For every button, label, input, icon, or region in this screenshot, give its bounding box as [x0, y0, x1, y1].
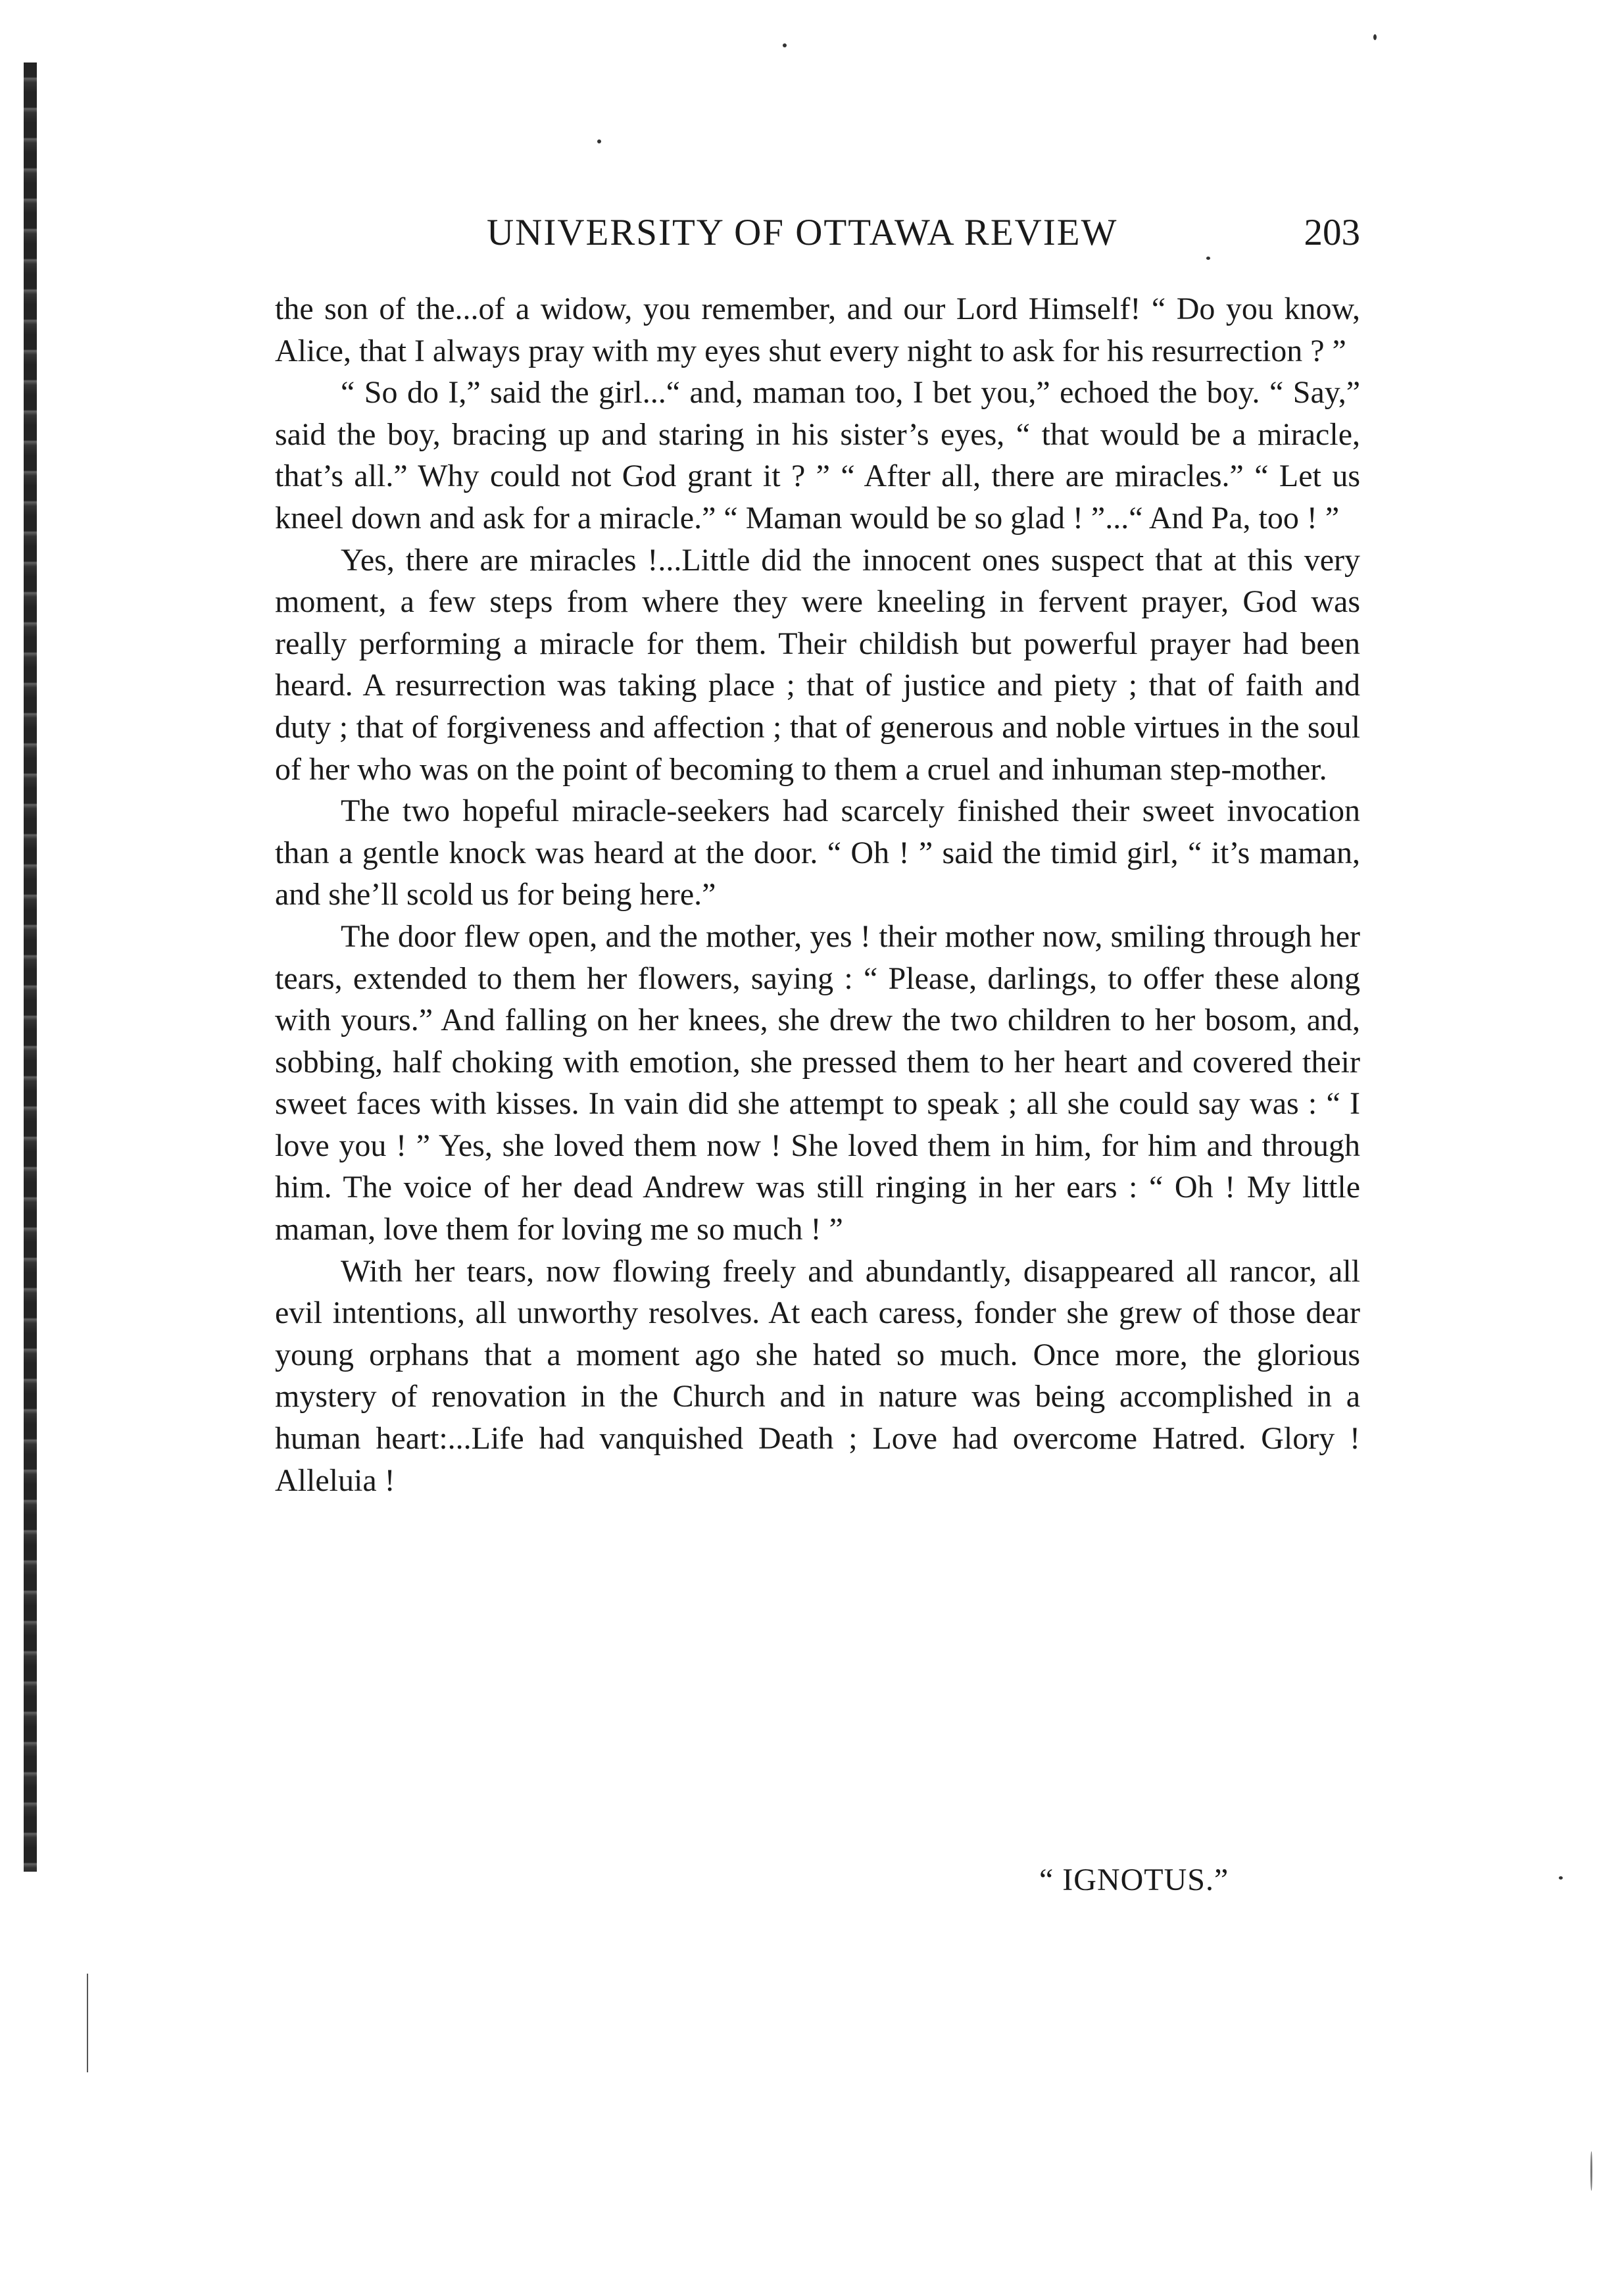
paragraph: The two hopeful miracle-seekers had scarcely finished their sweet invocation than a gentle knock was heard at the door. “ Oh ! ” said the timid girl, “ it’s maman, and she’ll scold us for being here.”: [275, 793, 1360, 912]
scan-speck: [597, 139, 601, 143]
paragraph: the son of the...of a widow, you remember, and our Lord Himself! “ Do you know, Alice, that I always pray with my eyes shut every night to ask for his resurrection ? ”: [275, 291, 1360, 368]
page-header: [275, 211, 1360, 257]
paragraph: With her tears, now flowing freely and abundantly, disappeared all rancor, all evil intentions, all unworthy resolves. At each caress, fonder she grew of those dear young orphans that a moment ago she hated so much. Once more, the glorious mystery of renovation in the Church and in nature was being accomplished in a human heart:...Life had vanquished Death ; Love had overcome Hatred. Glory ! Alleluia !: [275, 1253, 1360, 1498]
scan-mark: [87, 1974, 88, 2072]
scan-speck: [1590, 2151, 1592, 2191]
scan-speck: [783, 43, 787, 47]
running-title: UNIVERSITY OF OTTAWA REVIEW: [487, 212, 1118, 253]
paragraph: “ So do I,” said the girl...“ and, maman too, I bet you,” echoed the boy. “ Say,” said the boy, bracing up and staring in his sister’s eyes, “ that would be a miracle, that’s all.” Why could not God grant it ? ” “ After all, there are miracles.” “ Let us kneel down and ask for a miracle.” “ Maman would be so glad ! ”...“ And Pa, too ! ”: [275, 375, 1360, 536]
author-signature: “ IGNOTUS.”: [1039, 1862, 1229, 1897]
page-number: 203: [1304, 212, 1360, 253]
paragraph: Yes, there are miracles !...Little did the innocent ones suspect that at this very moment, a few steps from where they were kneeling in fervent prayer, God was really performing a miracle for them. Their childish but powerful prayer had been heard. A resurrection was taking place ; that of justice and piety ; that of faith and duty ; that of forgiveness and affection ; that of generous and noble virtues in the soul of her who was on the point of becoming to them a cruel and inhuman step-mother.: [275, 542, 1360, 787]
article-body: [275, 288, 1360, 1501]
binding-edge: [24, 62, 37, 1872]
scan-speck: [1373, 34, 1377, 40]
paragraph: The door flew open, and the mother, yes ! their mother now, smiling through her tears, extended to them her flowers, saying : “ Please, darlings, to offer these along with yours.” And falling on her knees, she drew the two children to her bosom, and, sobbing, half choking with emotion, she pressed them to her heart and covered their sweet faces with kisses. In vain did she attempt to speak ; all she could say was : “ I love you ! ” Yes, she loved them now ! She loved them in him, for him and through him. The voice of her dead Andrew was still ringing in her ears : “ Oh ! My little maman, love them for loving me so much ! ”: [275, 918, 1360, 1247]
scan-speck: [1559, 1876, 1563, 1880]
